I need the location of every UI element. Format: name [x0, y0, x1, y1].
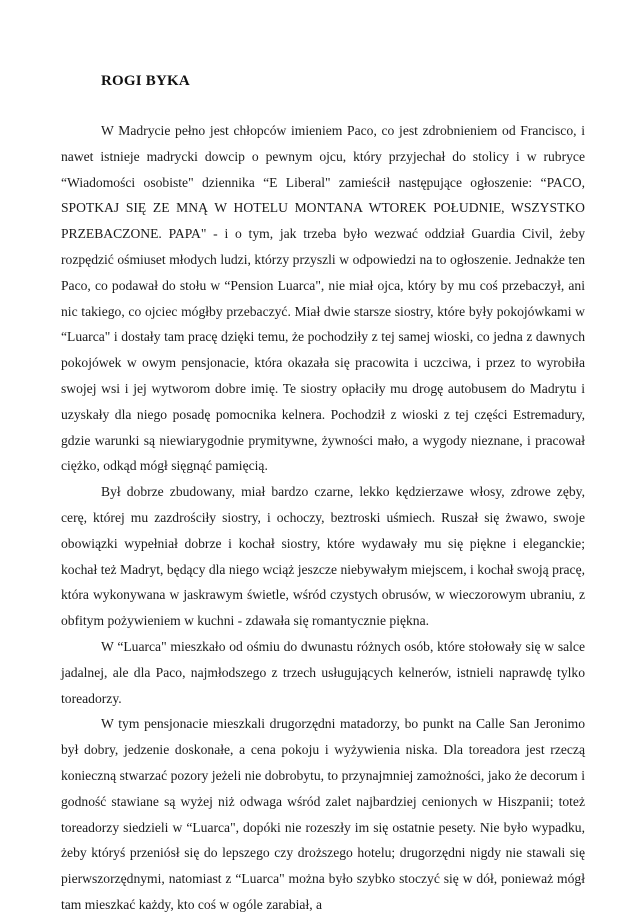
document-title: ROGI BYKA — [101, 73, 190, 89]
paragraph: W Madrycie pełno jest chłopców imieniem Paco, co jest zdrobnieniem od Francisco, i nawet istnieje madrycki dowcip o pewnym ojcu, który przyjechał do stolicy i w rubryce “Wiadomości osobiste" dziennika “E Liberal" zamieścił następujące ogłoszenie: “PACO, SPOTKAJ SIĘ ZE MNĄ W HOTELU MONTANA WTOREK POŁUDNIE, WSZYSTKO PRZEBACZONE. PAPA" - i o tym, jak trzeba było wezwać oddział Guardia Civil, żeby rozpędzić ośmiuset młodych ludzi, którzy przyszli w odpowiedzi na to ogłoszenie. Jednakże ten Paco, co podawał do stołu w “Pension Luarca", nie miał ojca, który by mu coś przebaczył, ani nic takiego, co ojciec mógłby przebaczyć. Miał dwie starsze siostry, które były pokojówkami w “Luarca" i dostały tam pracę dzięki temu, że pochodziły z tej samej wioski, co jedna z dawnych pokojówek w owym pensjonacie, która okazała się pracowita i uczciwa, i przez to wyrobiła swojej wsi i jej wytworom dobre imię. Te siostry opłaciły mu drogę autobusem do Madrytu i uzyskały dla niego posadę pomocnika kelnera. Pochodził z wioski z tej części Estremadury, gdzie warunki są niewiarygodnie prymitywne, żywności mało, a wygody nieznane, i pracował ciężko, odkąd mógł sięgnąć pamięcią. — [61, 123, 585, 474]
document-body — [61, 118, 585, 918]
paragraph: W tym pensjonacie mieszkali drugorzędni matadorzy, bo punkt na Calle San Jeronimo był dobry, jedzenie doskonałe, a cena pokoju i wyżywienia niska. Dla toreadora jest rzeczą konieczną stwarzać pozory jeżeli nie dobrobytu, to przynajmniej zamożności, jako że decorum i godność stawiane są wyżej niż odwaga wśród zalet najbardziej cenionych w Hiszpanii; toteż toreadorzy siedzieli w “Luarca", dopóki nie rozeszły im się ostatnie pesety. Nie było wypadku, żeby któryś przeniósł się do lepszego czy droższego hotelu; drugorzędni nigdy nie stawali się pierwszorzędnymi, natomiast z “Luarca" można było szybko stoczyć się w dół, ponieważ mógł tam mieszkać każdy, kto coś w ogóle zarabiał, a — [61, 716, 585, 912]
paragraph: Był dobrze zbudowany, miał bardzo czarne, lekko kędzierzawe włosy, zdrowe zęby, cerę, której mu zazdrościły siostry, i ochoczy, beztroski uśmiech. Ruszał się żwawo, swoje obowiązki wypełniał dobrze i kochał siostry, które wydawały mu się piękne i eleganckie; kochał też Madryt, będący dla niego wciąż jeszcze niebywałym miejscem, i kochał swoją pracę, która wykonywana w jaskrawym świetle, wśród czystych obrusów, w wieczorowym ubraniu, z obfitym pożywieniem w kuchni - zdawała się romantycznie piękna. — [61, 484, 585, 629]
paragraph: W “Luarca" mieszkało od ośmiu do dwunastu różnych osób, które stołowały się w salce jadalnej, ale dla Paco, najmłodszego z trzech usługujących kelnerów, istnieli naprawdę tylko toreadorzy. — [61, 638, 585, 706]
